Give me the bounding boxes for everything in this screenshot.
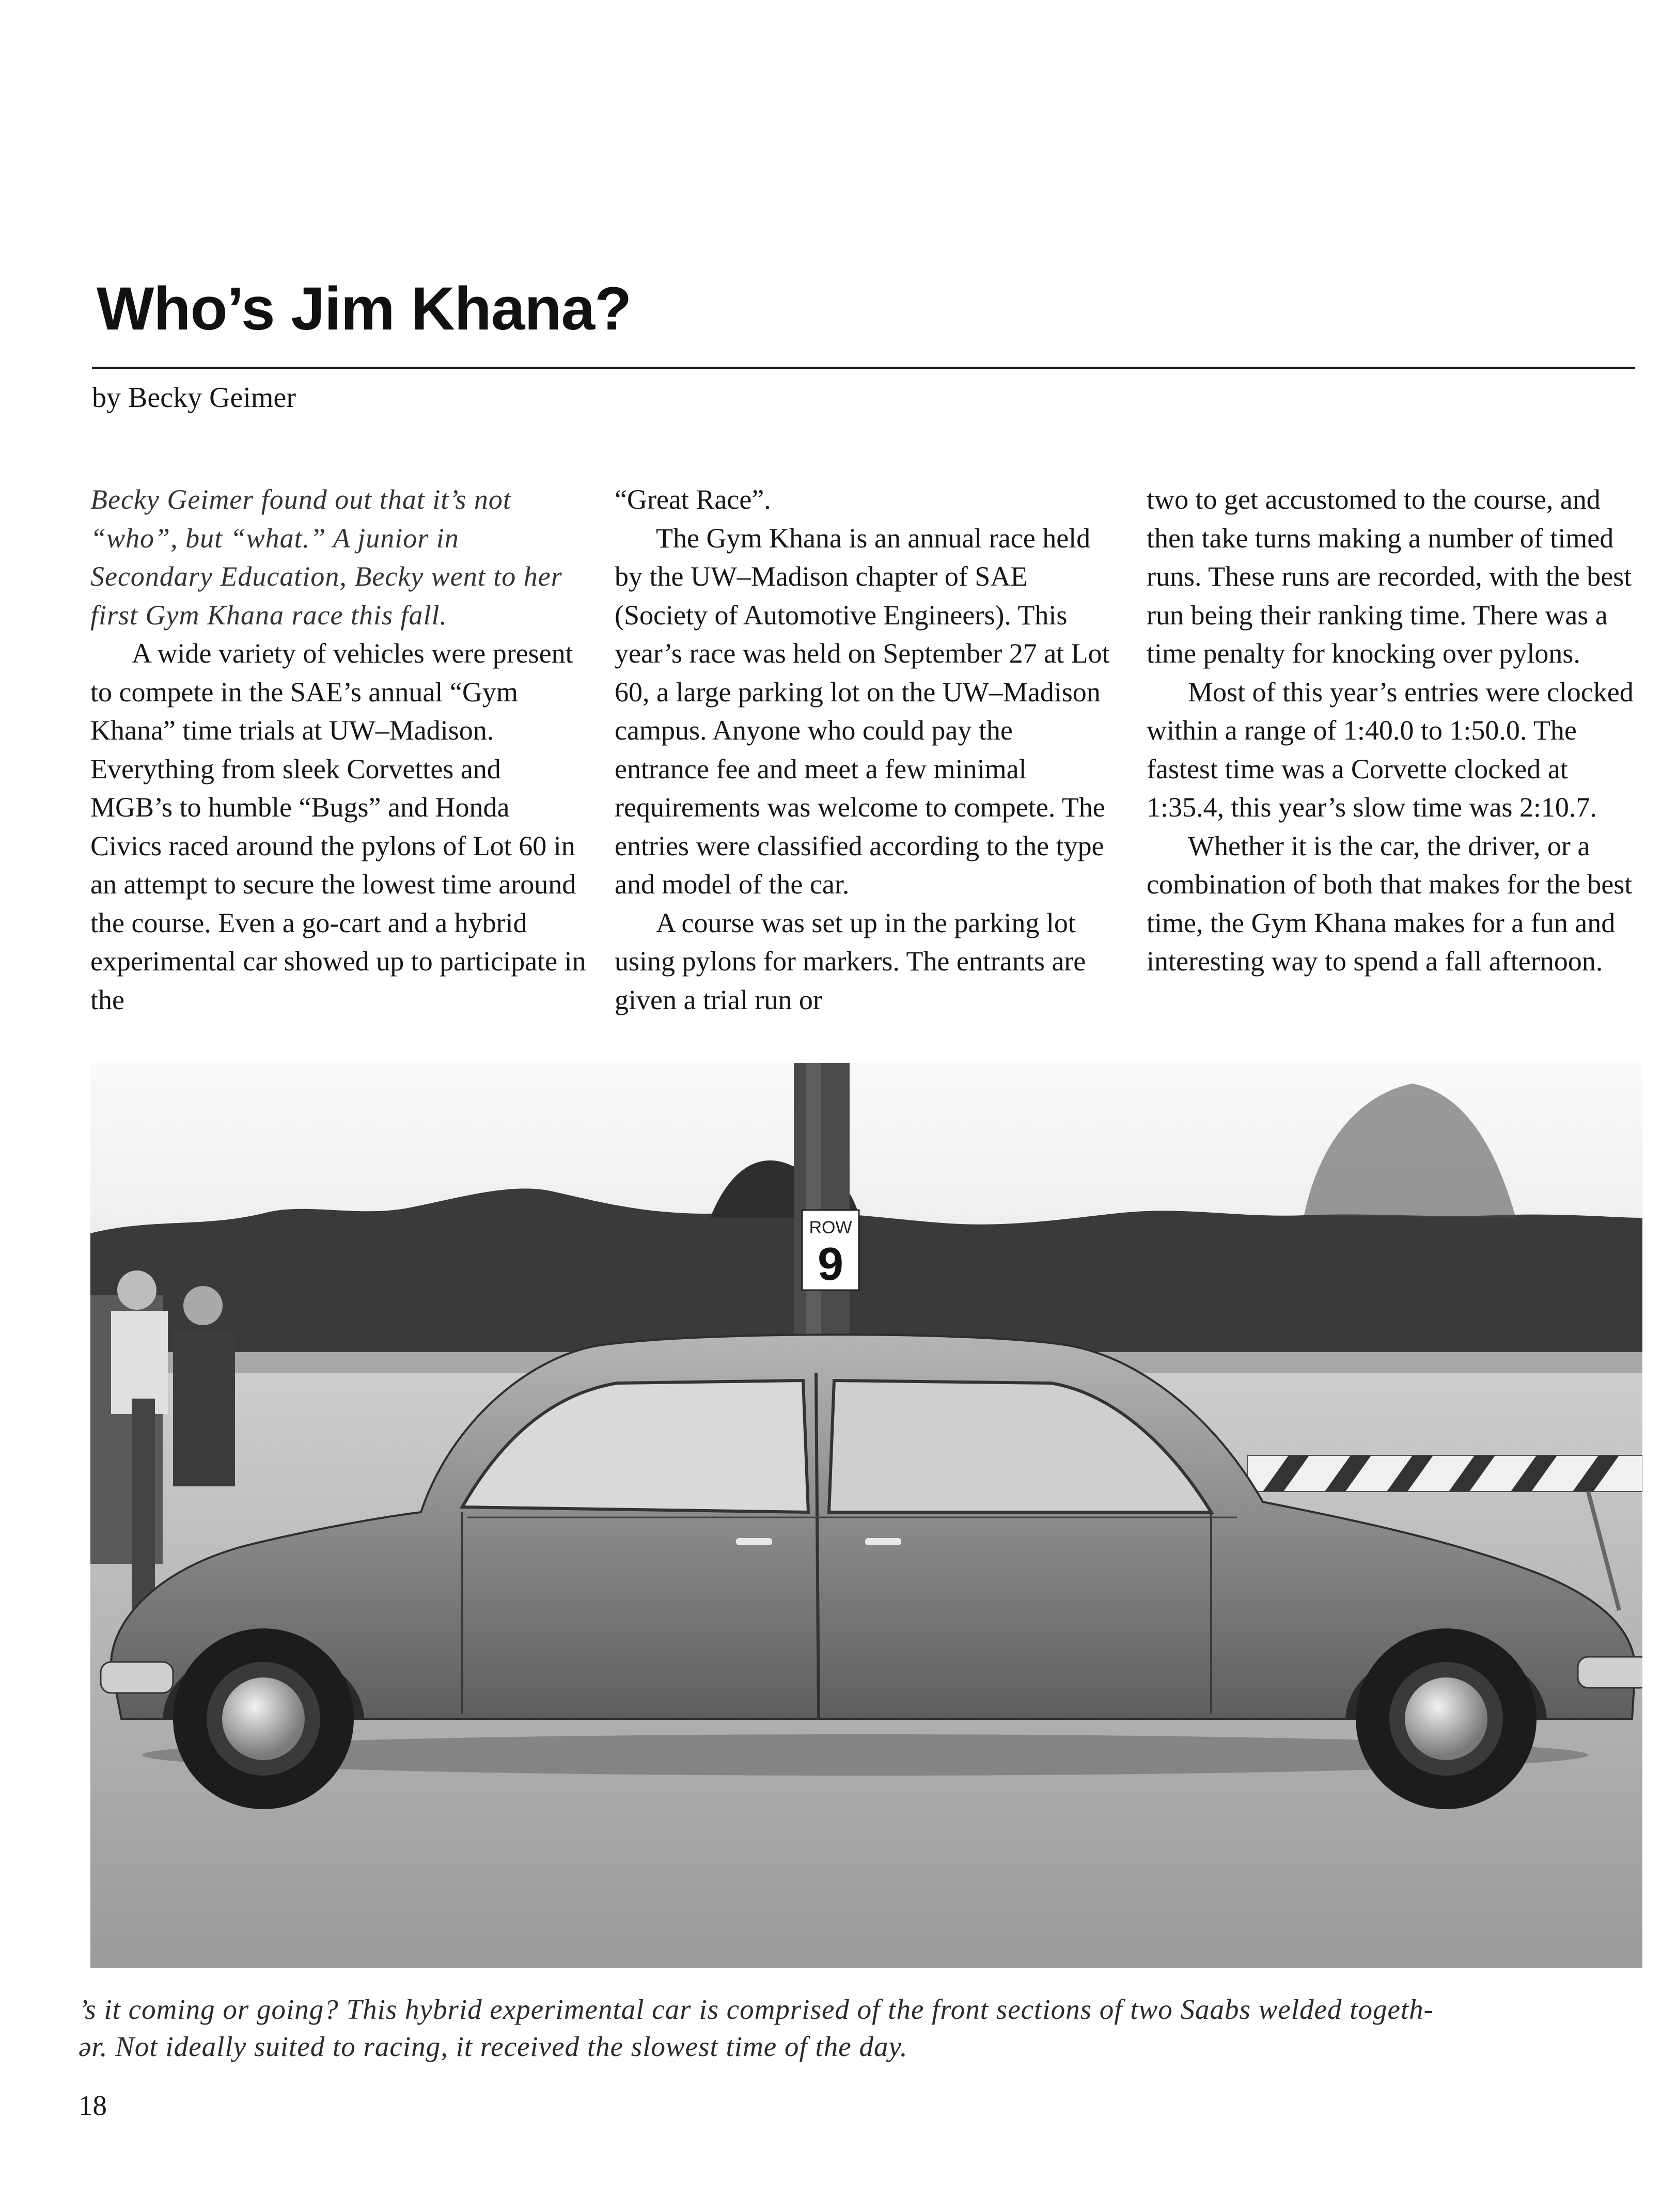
paragraph: A wide variety of vehicles were present to compete in the SAE’s annual “Gym Khana” time trials at UW–Madison. Everything from sleek Corvettes and MGB’s to humble “Bugs” and Honda Civics raced around the pylons of Lot 60 in an attempt to secure the lowest time around the course. Even a go-cart and a hybrid experimental car showed up to participate in the xyxy=(90,638,586,1015)
caption-line: ’s it coming or going? This hybrid experimental car is comprised of the front sections of two Saabs welded togeth- xyxy=(79,1994,1434,2025)
car-photo xyxy=(90,1063,1642,1968)
row-sign-number: 9 xyxy=(817,1238,844,1290)
caption-line: ər. Not ideally suited to racing, it received the slowest time of the day. xyxy=(79,2031,908,2062)
rear-wheel xyxy=(1356,1628,1537,1809)
column-1 xyxy=(90,480,586,1019)
paragraph: The Gym Khana is an annual race held by the UW–Madison chapter of SAE (Society of Automotive Engineers). This year’s race was held on September 27 at Lot 60, a large parking lot on the UW–Madison campus. Anyone who could pay the entrance fee and meet a few minimal requirements was welcome to compete. The entries were classified according to the type and model of the car. xyxy=(615,522,1110,900)
column-2 xyxy=(615,480,1110,1019)
intro-paragraph: Becky Geimer found out that it’s not “who”, but “what.” A junior in Secondary Education, Becky went to her first Gym Khana race this fall. xyxy=(90,484,562,631)
paragraph: “Great Race”. xyxy=(615,484,771,515)
row-sign xyxy=(802,1210,859,1290)
photo-caption xyxy=(79,1991,1643,2065)
row-sign-label: ROW xyxy=(809,1218,852,1237)
article-title: Who’s Jim Khana? xyxy=(97,275,632,343)
byline: by Becky Geimer xyxy=(92,382,296,414)
front-wheel xyxy=(173,1628,354,1809)
paragraph: A course was set up in the parking lot using pylons for markers. The entrants are given a trial run or xyxy=(615,907,1086,1015)
paragraph: Most of this year’s entries were clocked within a range of 1:40.0 to 1:50.0. The fastest time was a Corvette clocked at 1:35.4, this year’s slow time was 2:10.7. xyxy=(1147,676,1634,823)
title-rule xyxy=(92,367,1635,369)
paragraph: two to get accustomed to the course, and then take turns making a number of timed runs. These runs are recorded, with the best run being their ranking time. There was a time penalty for knocking over pylons. xyxy=(1147,484,1632,669)
column-3 xyxy=(1147,480,1648,981)
paragraph: Whether it is the car, the driver, or a combination of both that makes for the best time, the Gym Khana makes for a fun and interesting way to spend a fall afternoon. xyxy=(1147,830,1633,977)
page-number: 18 xyxy=(79,2090,107,2121)
